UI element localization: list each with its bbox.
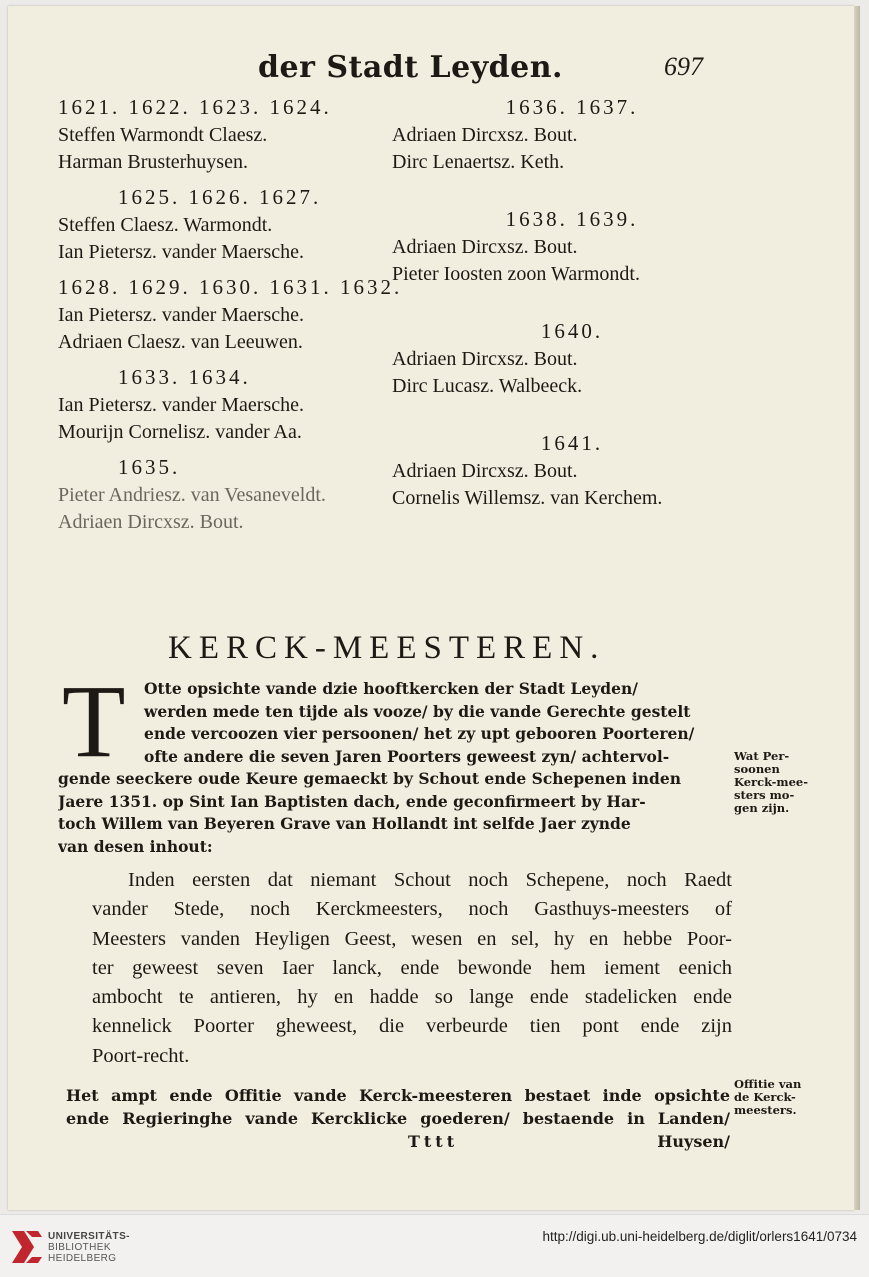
- name-entry: Adriaen Dircxsz. Bout.: [392, 460, 578, 482]
- year-heading: 1635.: [118, 455, 181, 479]
- book-page: [8, 6, 854, 1210]
- name-entry: Pieter Ioosten zoon Warmondt.: [392, 263, 640, 285]
- margin-note-line: gen zijn.: [734, 801, 790, 815]
- name-entry: Adriaen Dircxsz. Bout.: [58, 511, 244, 533]
- text-line: Jaere 1351. op Sint Ian Baptisten dach, ende geconfirmeert by Har-: [58, 791, 646, 811]
- logo-line: BIBLIOTHEK: [48, 1242, 111, 1253]
- year-heading: 1628. 1629. 1630. 1631. 1632.: [58, 275, 403, 299]
- margin-note-line: sters mo-: [734, 788, 795, 802]
- name-entry: Steffen Warmondt Claesz.: [58, 124, 268, 146]
- catchword: Huysen/: [657, 1132, 730, 1151]
- text-line: ter geweest seven Iaer lanck, ende bewonde hem iement eenich: [92, 956, 732, 979]
- year-heading: 1641.: [540, 431, 604, 455]
- name-entry: Adriaen Claesz. van Leeuwen.: [58, 331, 303, 353]
- text-line: vander Stede, noch Kerckmeesters, noch Gasthuys-meesters of: [92, 898, 732, 921]
- blackletter-paragraph: [58, 678, 730, 858]
- signature-mark: Tttt: [408, 1132, 459, 1151]
- text-line: van desen inhout:: [58, 836, 213, 856]
- name-entry: Ian Pietersz. vander Maersche.: [58, 394, 304, 416]
- section-heading: KERCK-MEESTEREN.: [168, 630, 606, 666]
- name-entry: Pieter Andriesz. van Vesaneveldt.: [58, 484, 326, 506]
- logo-line: HEIDELBERG: [48, 1253, 117, 1264]
- text-line: ende Regieringhe vande Kercklicke goederen/ bestaende in Landen/: [66, 1108, 730, 1128]
- margin-note: [734, 750, 808, 815]
- text-line: Poort-recht.: [92, 1044, 190, 1067]
- year-heading: 1621. 1622. 1623. 1624.: [58, 95, 332, 119]
- text-line: gende seeckere oude Keure gemaeckt by Schout ende Schepenen inden: [58, 769, 682, 788]
- running-title: der Stadt Leyden.: [258, 50, 563, 85]
- year-heading: 1636. 1637.: [505, 95, 639, 119]
- text-line: werden mede ten tijde als vooze/ by die vande Gerechte gestelt: [144, 701, 691, 721]
- text-line: kennelick Poorter gheweest, die verbeurde tien pont ende zijn: [92, 1015, 732, 1038]
- viewer-footer: [0, 1214, 869, 1277]
- name-entry: Adriaen Dircxsz. Bout.: [392, 348, 578, 370]
- year-heading: 1640.: [540, 319, 604, 343]
- year-heading: 1638. 1639.: [505, 207, 639, 231]
- year-heading: 1633. 1634.: [118, 365, 251, 389]
- margin-note-line: de Kerck-: [734, 1090, 796, 1104]
- text-line: ofte andere die seven Jaren Poorters geweest zyn/ achtervol-: [144, 746, 670, 766]
- name-entry: Harman Brusterhuysen.: [58, 151, 248, 173]
- name-entry: Steffen Claesz. Warmondt.: [58, 214, 273, 236]
- text-line: Inden eersten dat niemant Schout noch Schepene, noch Raedt: [128, 869, 732, 891]
- name-entry: Adriaen Dircxsz. Bout.: [392, 236, 578, 258]
- right-column: [392, 92, 752, 512]
- permalink[interactable]: http://digi.ub.uni-heidelberg.de/diglit/orlers1641/0734: [542, 1229, 857, 1244]
- catch-row: [58, 1132, 730, 1156]
- margin-note-line: meesters.: [734, 1103, 797, 1117]
- name-entry: Ian Pietersz. vander Maersche.: [58, 304, 304, 326]
- page-number: 697: [664, 52, 703, 81]
- year-heading: 1625. 1626. 1627.: [118, 185, 322, 209]
- library-name: [48, 1231, 130, 1264]
- text-line: ambocht te antieren, hy en hadde so lange ende stadelicken ende: [92, 986, 732, 1009]
- name-entry: Adriaen Dircxsz. Bout.: [392, 124, 578, 146]
- logo-line: UNIVERSITÄTS-: [48, 1231, 130, 1242]
- drop-cap: T: [62, 664, 126, 779]
- margin-note-line: soonen: [734, 762, 780, 776]
- text-line: ende vercoozen vier persoonen/ het zy upt gebooren Poorteren/: [144, 724, 695, 743]
- text-line: Otte opsichte vande dzie hooftkercken der Stadt Leyden/: [144, 679, 638, 698]
- left-column: [58, 92, 438, 536]
- text-line: Meesters vanden Heyligen Geest, wesen en sel, hy en hebbe Poor-: [92, 927, 732, 950]
- margin-note-line: Kerck-mee-: [734, 775, 808, 789]
- text-line: toch Willem van Beyeren Grave van Hollandt int selfde Jaer zynde: [58, 814, 631, 833]
- name-entry: Mourijn Cornelisz. vander Aa.: [58, 421, 302, 443]
- name-entry: Cornelis Willemsz. van Kerchem.: [392, 487, 663, 509]
- margin-note-line: Wat Per-: [734, 749, 790, 763]
- margin-note-line: Offitie van: [734, 1077, 802, 1091]
- margin-note: [734, 1078, 801, 1117]
- university-logo-icon: [10, 1225, 44, 1269]
- text-line: Het ampt ende Offitie vande Kerck-meesteren bestaet inde opsichte: [66, 1086, 730, 1105]
- name-entry: Ian Pietersz. vander Maersche.: [58, 241, 304, 263]
- page-edge: [854, 6, 860, 1210]
- roman-paragraph: [92, 866, 732, 1071]
- name-entry: Dirc Lenaertsz. Keth.: [392, 151, 565, 173]
- name-entry: Dirc Lucasz. Walbeeck.: [392, 375, 583, 397]
- page-header: [8, 44, 854, 84]
- blackletter-paragraph-2: [66, 1084, 730, 1129]
